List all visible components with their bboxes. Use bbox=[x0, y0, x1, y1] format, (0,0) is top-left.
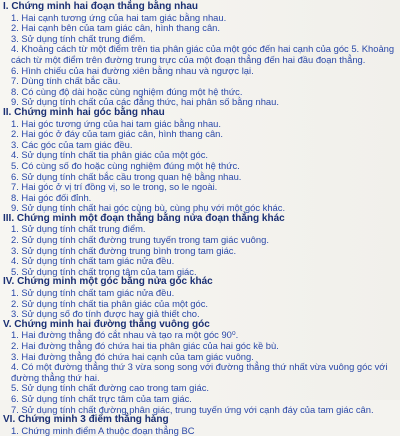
section bbox=[3, 2, 395, 108]
list-item: 5. Có cùng số đo hoặc cùng nghiệm đúng một hệ thức. bbox=[11, 159, 240, 171]
list-item: 3. Hai đường thẳng đó chứa hai cạnh của tam giác vuông. bbox=[11, 350, 254, 362]
list-item: 2. Sử dụng tính chất tia phân giác của một góc. bbox=[11, 297, 209, 309]
list-item: 5. Sử dụng tính chất đường cao trong tam giác. bbox=[11, 382, 209, 394]
list-item: 4. Có một đường thẳng thứ 3 vừa song song với đường thẳng thứ nhất vừa vuông góc với đường thẳng thứ hai. bbox=[11, 361, 388, 383]
section-title: III. Chứng minh một đoạn thẳng bằng nửa đoạn thẳng khác bbox=[3, 212, 285, 224]
list-item: 7. Dùng tính chất bắc cầu. bbox=[11, 75, 121, 87]
section bbox=[3, 277, 395, 319]
list-item: 8. Hai góc đối đỉnh. bbox=[11, 191, 92, 203]
list-item: 6. Hình chiếu của hai đường xiên bằng nhau và ngược lại. bbox=[11, 64, 254, 76]
document-content bbox=[3, 2, 395, 436]
list-item: 3. Sử dụng số đo tính được hay giả thiết cho. bbox=[11, 308, 200, 320]
list-item: 3. Sử dụng tính chất trung điểm. bbox=[11, 32, 146, 44]
section bbox=[3, 108, 395, 214]
list-item: 1. Hai cạnh tương ứng của hai tam giác bằng nhau. bbox=[11, 11, 227, 23]
list-item: 1. Sử dụng tính chất trung điểm. bbox=[11, 223, 146, 235]
section-title: I. Chứng minh hai đoạn thẳng bằng nhau bbox=[3, 1, 199, 12]
list-item: 3. Sử dụng tính chất đường trung bình trong tam giác. bbox=[11, 244, 237, 256]
section bbox=[3, 214, 395, 278]
list-item: 5. Sử dụng tính chất trọng tâm của tam giác. bbox=[11, 265, 197, 277]
list-item: 7. Sử dụng tính chất đường phân giác, trung tuyến ứng với cạnh đáy của tam giác cân. bbox=[11, 403, 374, 415]
list-item: 9. Sử dụng tính chất hai góc cùng bù, cùng phụ với một góc khác. bbox=[11, 202, 286, 214]
list-item: 8. Có cùng độ dài hoặc cùng nghiệm đúng một hệ thức. bbox=[11, 85, 243, 97]
list-item: 2. Hai đường thẳng đó chứa hai tia phân giác của hai góc kề bù. bbox=[11, 340, 279, 351]
list-item: 1. Hai đường thẳng đó cắt nhau và tạo ra một góc 90⁰. bbox=[11, 329, 239, 341]
list-item: 1. Hai góc tương ứng của hai tam giác bằng nhau. bbox=[11, 117, 221, 129]
list-item: 3. Các góc của tam giác đều. bbox=[11, 138, 133, 150]
list-item: 1. Sử dụng tính chất tam giác nửa đều. bbox=[11, 287, 175, 299]
list-item: 4. Sử dụng tính chất tia phân giác của một góc. bbox=[11, 149, 209, 161]
list-item: 7. Hai góc ở vị trí đồng vị, so le trong, so le ngoài. bbox=[11, 181, 218, 193]
section-title: V. Chứng minh hai đường thẳng vuông góc bbox=[3, 318, 210, 330]
list-item: 2. Hai góc ở đáy của tam giác cân, hình thang cân. bbox=[11, 128, 224, 140]
list-item: 6. Sử dụng tính chất bắc cầu trong quan hệ bằng nhau. bbox=[11, 170, 242, 182]
list-item: 1. Chứng minh điểm A thuộc đoạn thẳng BC bbox=[11, 424, 195, 436]
section-title: IV. Chứng minh một góc bằng nửa góc khác bbox=[3, 276, 213, 288]
section-title: II. Chứng minh hai góc bằng nhau bbox=[3, 106, 165, 118]
list-item: 9. Sử dụng tính chất của các đẳng thức, hai phân số bằng nhau. bbox=[11, 96, 279, 108]
section-title: VI. Chứng minh 3 điểm thẳng hàng bbox=[3, 414, 169, 426]
section bbox=[3, 415, 395, 436]
list-item: 2. Sử dụng tính chất đường trung tuyến trong tam giác vuông. bbox=[11, 234, 269, 246]
list-item: 6. Sử dụng tính chất trực tâm của tam giác. bbox=[11, 392, 192, 404]
list-item: 2. Hai cạnh bên của tam giác cân, hình thang cân. bbox=[11, 22, 220, 34]
section bbox=[3, 320, 395, 415]
list-item: 4. Sử dụng tính chất tam giác nửa đều. bbox=[11, 255, 175, 267]
list-item: 4. Khoảng cách từ một điểm trên tia phân giác của một góc đến hai cạnh của góc 5. Khoảng cách từ một điểm trên đường trung trực của một đoạn thẳng đến hai đầu đoạn thẳng. bbox=[11, 43, 395, 65]
